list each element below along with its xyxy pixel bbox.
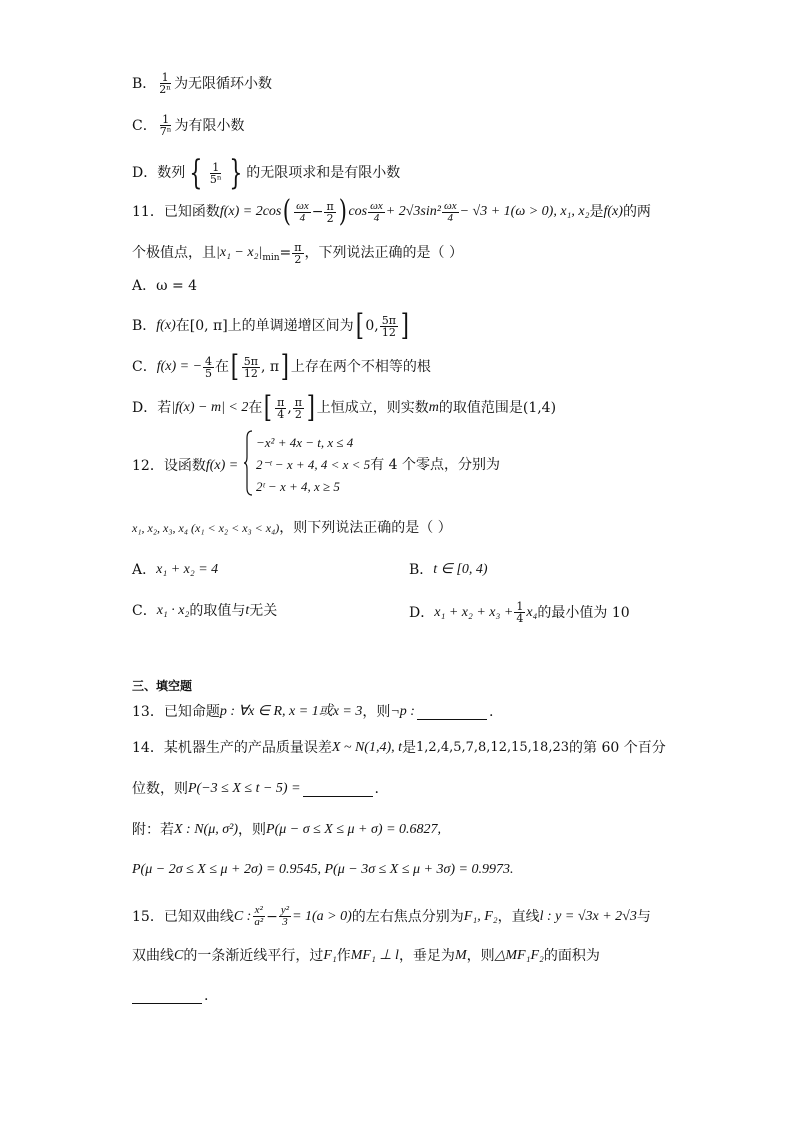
bracket-group xyxy=(229,349,291,384)
q11-option-b xyxy=(132,308,411,343)
piecewise-case-3: 2ᵗ − x + 4, x ≥ 5 xyxy=(256,479,340,494)
left-paren: ( xyxy=(283,194,292,229)
math-expr: − √3 + 1(ω > 0), x₁, x₂ xyxy=(459,204,590,219)
q12-option-c xyxy=(132,601,277,621)
question-text: 的一条渐近线平行，过 xyxy=(183,948,324,964)
left-bracket: [ xyxy=(230,349,240,384)
question-text: 14．某机器生产的产品质量误差 xyxy=(132,740,332,756)
math-expr: P(μ − σ ≤ X ≤ μ + σ) = 0.6827, xyxy=(266,822,442,837)
fraction xyxy=(157,72,173,95)
math-var: m xyxy=(428,400,439,415)
question-text: 与 xyxy=(636,908,651,925)
period: . xyxy=(204,988,209,1004)
fraction xyxy=(208,162,224,185)
question-text: 13．已知命题 xyxy=(132,704,220,720)
q14-stem-line1 xyxy=(132,738,666,758)
option-text: 为无限循环小数 xyxy=(174,75,273,92)
question-text: ，则下列说法正确的是（ ） xyxy=(279,520,452,536)
math-expr: x₁, x₂, x₃, x₄ xyxy=(132,521,188,535)
option-text: 在[0, π]上的单调递增区间为 xyxy=(175,318,354,334)
fraction-numerator: 1 xyxy=(162,113,170,126)
period: . xyxy=(374,781,379,797)
q14-note-line1 xyxy=(132,820,441,840)
question-text: 的两 xyxy=(622,204,651,220)
question-text: ，则 xyxy=(238,822,267,838)
left-bracket: [ xyxy=(264,390,273,425)
fraction-denominator: 12 xyxy=(381,325,396,339)
q10-option-b xyxy=(132,72,272,95)
option-text: 数列 xyxy=(157,165,186,181)
math-expr: , π xyxy=(261,359,280,375)
fraction-denominator: 12 xyxy=(243,366,258,380)
math-expr: x₁ · x₂ xyxy=(156,603,190,618)
math-expr: △MF₁F₂ xyxy=(494,948,544,963)
math-expr: f(x) = 2cos xyxy=(219,204,282,219)
q11-option-c xyxy=(132,349,431,384)
option-label: B． xyxy=(132,318,157,334)
left-bracket: [ xyxy=(355,308,364,343)
fraction-numerator: π xyxy=(277,395,285,409)
fraction-numerator: y² xyxy=(280,904,290,916)
option-text: 无关 xyxy=(249,603,278,619)
question-text: 的左右焦点分别为 xyxy=(351,908,464,925)
question-text: 有 4 个零点，分别为 xyxy=(370,457,500,473)
answer-blank[interactable] xyxy=(417,705,487,720)
q11-option-a xyxy=(132,276,197,296)
piecewise-case-2: 2⁻ᵗ − x + 4, 4 < x < 5 xyxy=(256,457,371,472)
math-expr: |x₁ − x₂| xyxy=(216,245,263,260)
math-expr: f(x) xyxy=(156,318,176,333)
paren-group xyxy=(281,194,348,229)
q12-stem-line2 xyxy=(132,518,452,538)
math-expr: cos xyxy=(348,204,368,219)
fraction-numerator: ωx xyxy=(443,199,457,212)
question-text: 11．已知函数 xyxy=(132,204,220,220)
equals-sign: = xyxy=(279,245,292,261)
question-text: 是 xyxy=(589,204,604,220)
piecewise-brace xyxy=(243,430,253,496)
bracket-group xyxy=(354,308,411,343)
fraction xyxy=(380,315,398,338)
fraction-numerator: 1 xyxy=(516,600,524,613)
fraction-numerator: 5π xyxy=(381,313,396,327)
fraction-denominator: a² xyxy=(254,916,264,928)
option-label: C． xyxy=(132,117,157,134)
option-label: D． xyxy=(409,604,435,621)
question-text: ，直线 xyxy=(497,908,540,925)
fraction xyxy=(292,242,303,265)
fraction-denominator: 2ⁿ xyxy=(159,83,172,96)
fraction-numerator: 4 xyxy=(205,354,213,368)
option-label: B． xyxy=(132,75,157,92)
question-text: 的第 60 个百分 xyxy=(569,740,666,756)
fraction xyxy=(294,201,311,224)
math-expr: P(μ − 2σ ≤ X ≤ μ + 2σ) = 0.9545, P(μ − 3σ ≤ X ≤ μ + 3σ) = 0.9973. xyxy=(132,862,514,877)
math-expr: = 1(a > 0) xyxy=(292,908,352,924)
fraction-denominator: 2 xyxy=(294,252,302,266)
fraction xyxy=(203,356,214,379)
fraction-denominator: 2 xyxy=(294,407,302,421)
q15-stem-line1 xyxy=(132,905,651,928)
question-text: 位数，则 xyxy=(132,781,188,797)
fraction-numerator: ωx xyxy=(296,199,309,212)
fraction-numerator: π xyxy=(294,240,302,254)
option-text: A．ω = 4 xyxy=(132,278,198,294)
question-text: 12．设函数 xyxy=(132,458,206,474)
question-text: 附：若 xyxy=(132,822,174,838)
option-text: 的取值与 xyxy=(189,603,246,619)
question-text: 双曲线 xyxy=(132,948,174,964)
q15-stem-line2 xyxy=(132,946,600,966)
fraction xyxy=(275,397,286,420)
q11-stem-line2 xyxy=(132,238,463,268)
piecewise-case-2-row xyxy=(256,456,500,475)
math-expr: (x₁ < x₂ < x₃ < x₄) xyxy=(191,521,280,535)
fraction xyxy=(242,356,260,379)
math-expr: l : y = √3x + 2√3 xyxy=(539,908,637,924)
option-text: 在 xyxy=(248,400,263,416)
question-text: 是 xyxy=(402,740,417,756)
q12-option-a xyxy=(132,560,218,580)
q11-option-d xyxy=(132,390,557,425)
math-expr: 1,2,4,5,7,8,12,15,18,23 xyxy=(416,740,570,755)
math-expr: X ~ N(1,4), t xyxy=(331,740,403,755)
right-bracket: ] xyxy=(400,308,409,343)
right-paren: ) xyxy=(338,194,347,229)
fraction-denominator: 4 xyxy=(299,211,306,224)
fraction xyxy=(514,601,525,624)
q12-option-b xyxy=(409,560,488,580)
q11-stem-line1 xyxy=(132,194,651,229)
fraction-numerator: 5π xyxy=(243,354,258,368)
minus-sign: − xyxy=(266,908,278,925)
option-text: 的无限项求和是有限小数 xyxy=(246,165,401,181)
left-brace: { xyxy=(189,153,203,193)
math-expr: |f(x) − m| < 2 xyxy=(171,400,249,415)
q14-stem-line2 xyxy=(132,779,379,799)
fraction xyxy=(324,201,335,224)
option-label: D．若 xyxy=(132,400,172,416)
fraction xyxy=(252,905,265,928)
fraction-numerator: π xyxy=(326,199,334,213)
option-label: C． xyxy=(132,359,157,375)
math-expr: P(−3 ≤ X ≤ t − 5) = xyxy=(188,781,301,796)
option-text: 为有限小数 xyxy=(174,117,245,134)
right-bracket: ] xyxy=(280,349,290,384)
right-bracket: ] xyxy=(306,390,315,425)
fraction-numerator: ωx xyxy=(370,199,383,212)
option-text: 在 xyxy=(215,359,230,375)
question-text: ，则 xyxy=(466,948,495,964)
fraction-denominator: 4 xyxy=(447,211,454,224)
fraction-denominator: 2 xyxy=(326,211,334,225)
fraction-denominator: 5ⁿ xyxy=(209,172,222,186)
option-label: D． xyxy=(132,165,158,181)
math-expr: x₁ + x₂ + x₃ + xyxy=(434,604,514,620)
fraction-denominator: 7ⁿ xyxy=(159,125,172,138)
fraction xyxy=(279,905,291,928)
q10-option-c xyxy=(132,114,244,137)
fraction xyxy=(442,201,459,224)
option-text: 的最小值为 10 xyxy=(537,604,630,621)
math-expr: t ∈ [0, 4) xyxy=(433,562,488,577)
comma: , xyxy=(287,400,292,416)
math-var: F₁ xyxy=(323,948,337,963)
option-text: 上存在两个不相等的根 xyxy=(290,359,431,375)
fraction-denominator: 3 xyxy=(282,916,288,928)
math-expr: f(x) = xyxy=(205,458,239,473)
question-text: 作 xyxy=(336,948,351,964)
option-text: 上恒成立，则实数 xyxy=(316,400,429,416)
fraction xyxy=(293,397,304,420)
subscript: min xyxy=(262,253,280,263)
math-var: M xyxy=(454,948,467,963)
math-var: t xyxy=(245,603,250,618)
question-text: ，垂足为 xyxy=(398,948,455,964)
q14-note-line2 xyxy=(132,860,514,880)
fraction-denominator: 4 xyxy=(277,407,285,421)
math-expr: F₁, F₂ xyxy=(463,908,498,924)
math-expr: p : ∀x ∈ R, x = 1或x = 3 xyxy=(219,704,363,719)
fraction-denominator: 5 xyxy=(205,366,213,380)
math-expr: + 2√3sin² xyxy=(385,204,441,219)
math-expr: x₁ + x₂ = 4 xyxy=(156,562,219,577)
question-text: 的面积为 xyxy=(543,948,600,964)
math-expr: C : xyxy=(233,908,252,924)
fraction xyxy=(368,201,385,224)
fraction-numerator: 1 xyxy=(212,160,220,174)
option-text: 的取值范围是(1,4) xyxy=(438,400,557,416)
period: . xyxy=(488,704,494,720)
math-expr: f(x) = − xyxy=(156,359,203,374)
fraction xyxy=(158,114,174,137)
math-var: C xyxy=(174,948,184,963)
answer-blank[interactable] xyxy=(132,989,202,1004)
fraction-denominator: 4 xyxy=(373,211,380,224)
math-expr: 0, xyxy=(365,318,379,334)
question-text: 15．已知双曲线 xyxy=(132,908,234,925)
bracket-group xyxy=(262,390,316,425)
section-title: 三、填空题 xyxy=(132,679,193,693)
option-label: C． xyxy=(132,603,157,619)
minus-sign: − xyxy=(311,204,324,220)
math-expr: MF₁ ⊥ l xyxy=(350,948,399,963)
right-brace: } xyxy=(228,153,242,193)
math-var: x₄ xyxy=(526,604,538,620)
math-expr: X : N(μ, σ²) xyxy=(174,822,239,837)
question-text: ，下列说法正确的是（ ） xyxy=(304,245,463,261)
fraction-numerator: 1 xyxy=(161,71,169,84)
q12-stem-lead xyxy=(132,456,238,476)
fraction-numerator: x² xyxy=(254,904,263,916)
fraction-denominator: 4 xyxy=(516,612,524,625)
q15-stem-line3 xyxy=(132,986,208,1006)
answer-blank[interactable] xyxy=(303,782,373,797)
option-label: A． xyxy=(132,562,157,578)
option-label: B． xyxy=(409,562,434,578)
fraction-numerator: π xyxy=(294,395,303,409)
question-text: 个极值点，且 xyxy=(132,245,216,261)
question-text: ，则 xyxy=(362,704,391,720)
q12-option-d xyxy=(409,601,630,624)
piecewise-case-1: −x² + 4x − t, x ≤ 4 xyxy=(256,435,354,450)
q13-stem xyxy=(132,702,493,722)
q10-option-d xyxy=(132,153,401,193)
math-expr: ¬p : xyxy=(390,704,415,719)
math-expr: f(x) xyxy=(603,204,623,219)
